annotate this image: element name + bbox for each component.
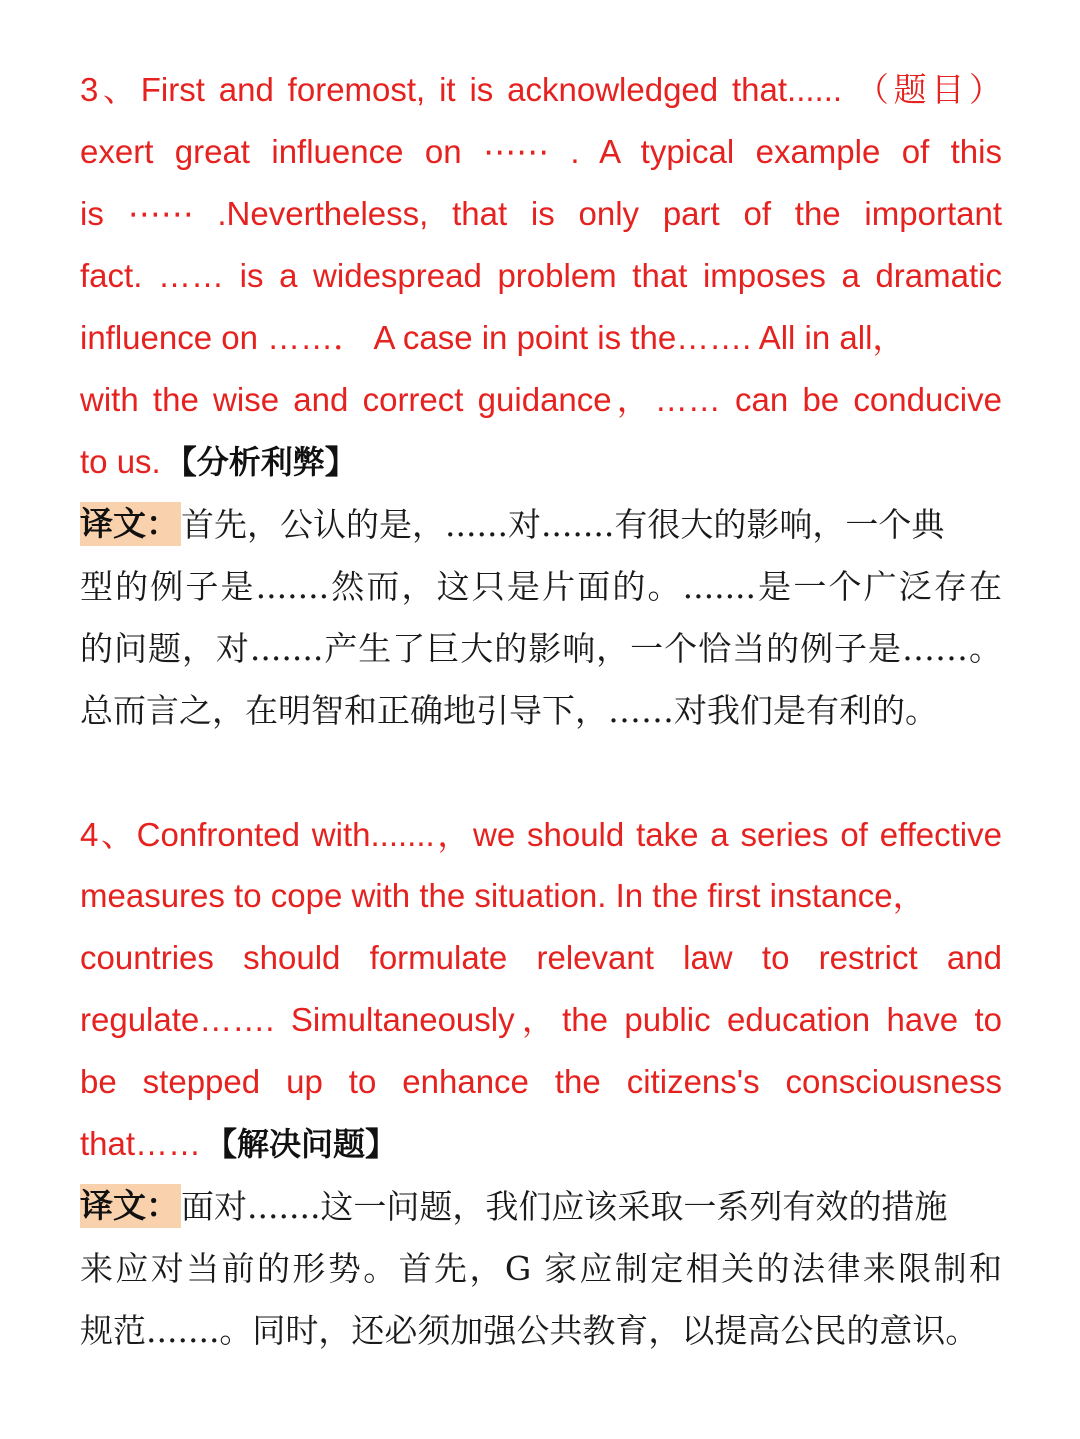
section4-english-line-4: regulate……. Simultaneously，the public education have to (80, 1001, 1002, 1038)
section3-english-line-1: 3、First and foremost, it is acknowledged that...... （题目） (80, 71, 1002, 108)
section3-english-line-4: fact. …… is a widespread problem that imposes a dramatic (80, 257, 1002, 294)
section4-english-line-2: measures to cope with the situation. In the first instance， (80, 877, 926, 914)
section4-translation-text-1: 面对.......这一问题，我们应该采取一系列有效的措施 (181, 1187, 948, 1226)
section4-english-line-5: be stepped up to enhance the citizens's consciousness (80, 1063, 1002, 1100)
section4-english-tail: that…… (80, 1125, 202, 1162)
section3-translation-label: 译文： (80, 502, 181, 546)
section4-english-line-6 (80, 1113, 1002, 1175)
section4-tag: 【解决问题】 (205, 1125, 398, 1163)
section3-english-line-6: with the wise and correct guidance，…… can be conducive (80, 381, 1002, 418)
section3-tag: 【分析利弊】 (164, 443, 357, 481)
section3-translation-line-4: 总而言之，在明智和正确地引导下，……对我们是有利的。 (80, 691, 938, 730)
section3-translation-line-2: 型的例子是.......然而，这只是片面的。.......是一个广泛存在 (80, 567, 1002, 606)
section3-translation-line-3: 的问题，对.......产生了巨大的影响，一个恰当的例子是……。 (80, 629, 1002, 668)
section4-english-line-1: 4、Confronted with.......，we should take a series of effective (80, 816, 1002, 853)
section3-english-line-7 (80, 431, 1002, 493)
section4-english-line-3: countries should formulate relevant law to restrict and (80, 939, 1002, 976)
section4-translation-label: 译文： (80, 1184, 181, 1228)
section4-translation-line-1 (80, 1176, 1002, 1238)
section4-translation-line-3: 规范.......。同时，还必须加强公共教育，以提高公民的意识。 (80, 1311, 979, 1350)
section4-translation-line-2: 来应对当前的形势。首先，G 家应制定相关的法律来限制和 (80, 1249, 1002, 1288)
section3-translation-line-1 (80, 494, 1002, 556)
section3-translation-text-1: 首先，公认的是，......对.......有很大的影响，一个典 (181, 505, 945, 544)
section3-english-line-5: influence on ……． A case in point is the……. All in all， (80, 319, 906, 356)
section3-english-line-2: exert great influence on ⋯⋯ . A typical example of this (80, 133, 1002, 170)
section3-english-line-3: is ⋯⋯ .Nevertheless, that is only part of the important (80, 195, 1002, 232)
section3-english-tail: to us. (80, 443, 161, 480)
